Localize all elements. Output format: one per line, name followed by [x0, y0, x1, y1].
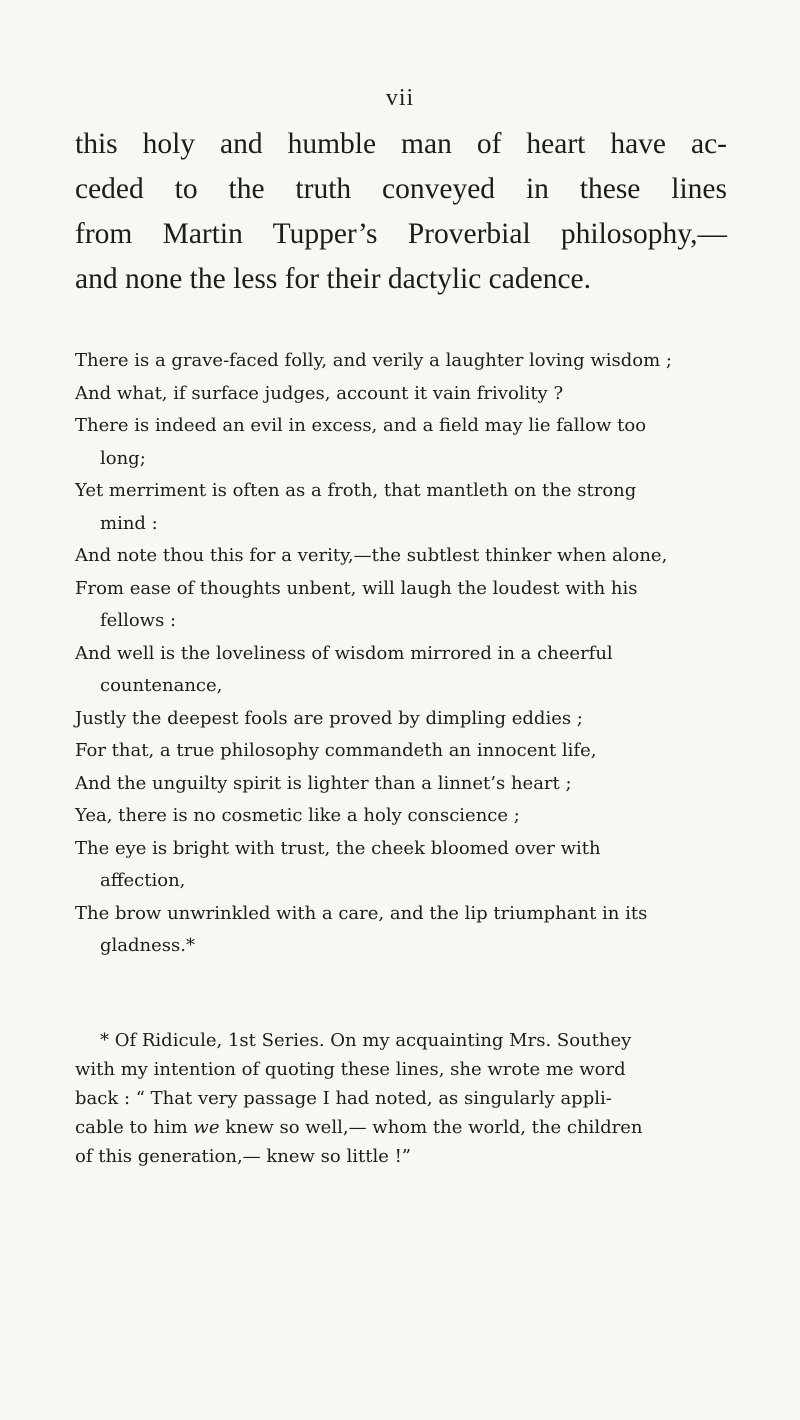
footnote-line: back : “ That very passage I had noted, as singularly appli- [75, 1088, 612, 1109]
poem-line: And note thou this for a verity,—the subtlest thinker when alone, [75, 545, 668, 566]
poem-line: The eye is bright with trust, the cheek bloomed over with [75, 837, 601, 859]
poem-line: Yet merriment is often as a froth, that mantleth on the strong [75, 480, 637, 501]
poem-line: There is indeed an evil in excess, and a field may lie fallow too [75, 415, 647, 436]
footnote-line: of this generation,— knew so little !” [75, 1146, 412, 1167]
footnote-line: with my intention of quoting these lines, she wrote me word [75, 1059, 626, 1080]
poem-line: Justly the deepest fools are proved by dimpling eddies ; [75, 707, 583, 729]
poem-line-continuation: long; [100, 447, 146, 469]
footnote [75, 1026, 735, 1171]
poem-line-continuation: affection, [100, 870, 186, 891]
poem-line: The brow unwrinkled with a care, and the lip triumphant in its [75, 902, 648, 924]
intro-paragraph [75, 122, 727, 302]
intro-line: from Martin Tupper’s Proverbial philosophy,— [75, 218, 727, 250]
intro-line: this holy and humble man of heart have ac- [75, 128, 727, 160]
poem-line: And what, if surface judges, account it vain frivolity ? [75, 382, 564, 404]
footnote-text: knew so well,— whom the world, the children [219, 1117, 643, 1138]
footnote-emphasis: we [193, 1117, 220, 1138]
poem-line: There is a grave-faced folly, and verily a laughter loving wisdom ; [75, 350, 672, 371]
footnote-line: * Of Ridicule, 1st Series. On my acquainting Mrs. Southey [100, 1030, 632, 1051]
poem-line: And well is the loveliness of wisdom mirrored in a cheerful [75, 642, 613, 664]
poem-line-continuation: gladness.* [100, 935, 195, 956]
footnote-text: cable to him [75, 1117, 194, 1138]
intro-line: and none the less for their dactylic cadence. [75, 263, 592, 295]
poem-line: From ease of thoughts unbent, will laugh the loudest with his [75, 577, 638, 599]
page-number: vii [385, 85, 415, 111]
footnote-line [75, 1113, 735, 1142]
poem-line-continuation: countenance, [100, 675, 223, 696]
poem-line-continuation: mind : [100, 512, 158, 534]
intro-line: ceded to the truth conveyed in these lines [75, 173, 727, 205]
poem-line: And the unguilty spirit is lighter than a linnet’s heart ; [75, 772, 572, 794]
poem-line: For that, a true philosophy commandeth an innocent life, [75, 740, 597, 761]
poem-line-continuation: fellows : [100, 610, 177, 631]
poem-line: Yea, there is no cosmetic like a holy conscience ; [75, 805, 520, 826]
poem-quotation [75, 345, 735, 963]
